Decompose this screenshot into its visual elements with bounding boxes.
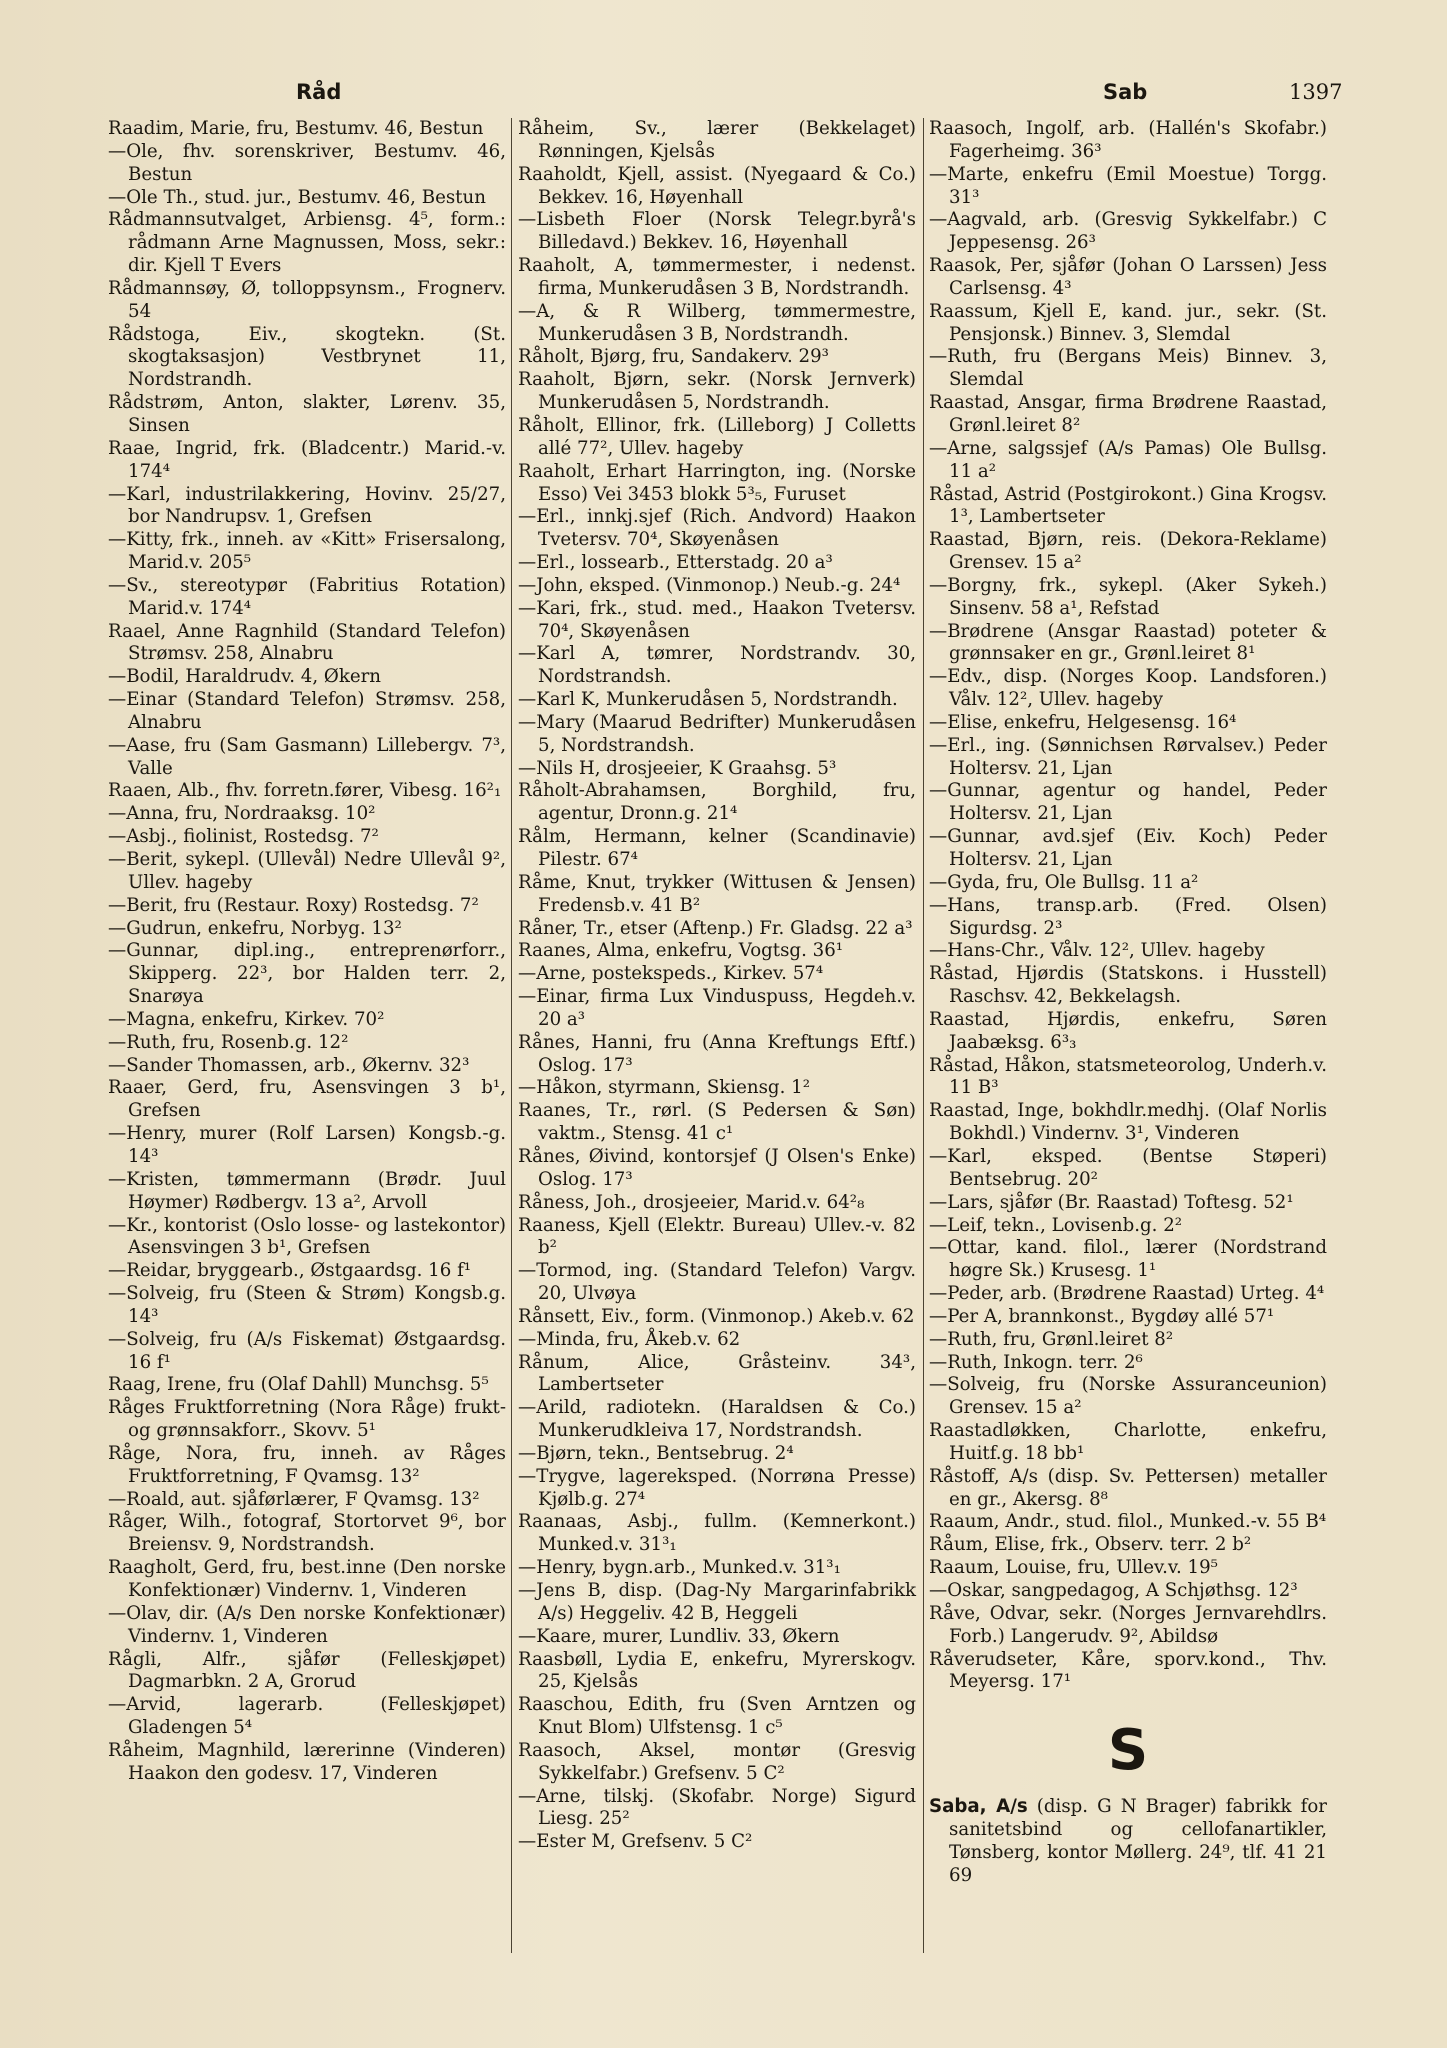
directory-entry: Raassum, Kjell E, kand. jur., sekr. (St. Pensjonsk.) Binnev. 3, Slemdal [929, 300, 1327, 345]
directory-entry: —Anna, fru, Nordraaksg. 10² [108, 803, 376, 825]
directory-entry: Raaholt, A, tømmermester, i nedenst. firma, Munkerudåsen 3 B, Nordstrandh. [518, 255, 916, 299]
directory-entry: Rånes, Hanni, fru (Anna Kreftungs Eftf.) Oslog. 17³ [518, 1031, 916, 1076]
directory-entry: —Jens B, disp. (Dag-Ny Margarinfabrikk A/s) Heggeliv. 42 B, Heggeli [518, 1580, 916, 1624]
directory-entry: Råner, Tr., etser (Aftenp.) Fr. Gladsg. 22 a³ [518, 917, 913, 939]
directory-entry: —Elise, enkefru, Helgesensg. 16⁴ [929, 711, 1237, 733]
directory-entry: Råheim, Magnhild, lærerinne (Vinderen) Haakon den godesv. 17, Vinderen [108, 1739, 506, 1784]
directory-entry: —Erl., innkj.sjef (Rich. Andvord) Haakon Tvetersv. 70⁴, Skøyenåsen [518, 506, 916, 551]
directory-entry: —Ottar, kand. filol., lærer (Nordstrand høgre Sk.) Krusesg. 1¹ [929, 1237, 1327, 1282]
directory-entry: —Karl A, tømrer, Nordstrandv. 30, Nordstrandsh. [518, 643, 916, 688]
directory-entry: Råme, Knut, trykker (Wittusen & Jensen) Fredensb.v. 41 B² [518, 871, 916, 916]
directory-entry: —Henry, murer (Rolf Larsen) Kongsb.-g. 14³ [108, 1123, 506, 1167]
directory-entry: —Berit, sykepl. (Ullevål) Nedre Ullevål 9², Ullev. hageby [108, 849, 506, 893]
section-letter: S [1107, 1718, 1149, 1784]
directory-entry: —Kari, frk., stud. med., Haakon Tvetersv. 70⁴, Skøyenåsen [518, 597, 916, 642]
directory-entry: —Ruth, fru, Grønl.leiret 8² [929, 1328, 1174, 1350]
directory-entry: Rådmannsutvalget, Arbiensg. 4⁵, form.: rådmann Arne Magnussen, Moss, sekr.: dir. Kjell T Evers [108, 209, 506, 277]
directory-entry: Råger, Wilh., fotograf, Stortorvet 9⁶, bor Breiensv. 9, Nordstrandsh. [108, 1511, 506, 1556]
directory-entry: Raaschou, Edith, fru (Sven Arntzen og Knut Blom) Ulfstensg. 1 c⁵ [518, 1694, 916, 1739]
directory-entry: Rådmannsøy, Ø, tolloppsynsm., Frognerv. 54 [108, 277, 506, 322]
directory-column-3 [929, 118, 1327, 1888]
directory-entry: Raastad, Hjørdis, enkefru, Søren Jaabæksg. 6³₃ [929, 1008, 1327, 1053]
directory-entry: —Tormod, ing. (Standard Telefon) Vargv. 20, Ulvøya [518, 1260, 916, 1305]
directory-column-1 [108, 118, 506, 1786]
directory-entry: —Hans, transp.arb. (Fred. Olsen) Sigurdsg. 2³ [929, 894, 1327, 939]
directory-entry: —Aagvald, arb. (Gresvig Sykkelfabr.) C Jeppesensg. 26³ [929, 209, 1327, 254]
directory-entry: —Roald, aut. sjåførlærer, F Qvamsg. 13² [108, 1488, 480, 1510]
directory-entry: —Arvid, lagerarb. (Felleskjøpet) Gladengen 5⁴ [108, 1694, 506, 1739]
directory-entry: Raaholdt, Kjell, assist. (Nyegaard & Co.) Bekkev. 16, Høyenhall [518, 163, 916, 208]
directory-entry: —Asbj., fiolinist, Rostedsg. 7² [108, 826, 379, 848]
directory-entry: —Gunnar, dipl.ing., entreprenørforr., Skipperg. 22³, bor Halden terr. 2, Snarøya [108, 940, 506, 1008]
directory-entry: Råness, Joh., drosjeeier, Marid.v. 64²₈ [518, 1191, 865, 1213]
directory-entry: Råum, Elise, frk., Observ. terr. 2 b² [929, 1534, 1252, 1556]
directory-entry: —Gunnar, agentur og handel, Peder Holtersv. 21, Ljan [929, 780, 1327, 825]
directory-entry: Raastad, Bjørn, reis. (Dekora-Reklame) Grensev. 15 a² [929, 529, 1327, 574]
directory-entry: —Magna, enkefru, Kirkev. 70² [108, 1008, 385, 1030]
directory-entry: Raasoch, Ingolf, arb. (Hallén's Skofabr.) Fagerheimg. 36³ [929, 118, 1327, 162]
directory-entry: —Solveig, fru (Steen & Strøm) Kongsb.g. 14³ [108, 1283, 506, 1327]
directory-entry: Raasok, Per, sjåfør (Johan O Larssen) Jess Carlsensg. 4³ [929, 255, 1327, 299]
directory-entry: —Per A, brannkonst., Bygdøy allé 57¹ [929, 1305, 1275, 1327]
directory-entry: —Gunnar, avd.sjef (Eiv. Koch) Peder Holtersv. 21, Ljan [929, 826, 1327, 870]
directory-entry: Råstoff, A/s (disp. Sv. Pettersen) metaller en gr., Akersg. 8⁸ [929, 1465, 1327, 1510]
directory-entry: Raaen, Alb., fhv. forretn.fører, Vibesg. 16²₁ [108, 780, 502, 802]
directory-entry: —Edv., disp. (Norges Koop. Landsforen.) Vålv. 12², Ullev. hageby [929, 666, 1327, 711]
directory-entry: —Kaare, murer, Lundliv. 33, Økern [518, 1625, 840, 1647]
directory-entry: Raaholt, Bjørn, sekr. (Norsk Jernverk) Munkerudåsen 5, Nordstrandh. [518, 369, 916, 414]
directory-entry: —Erl., lossearb., Etterstadg. 20 a³ [518, 552, 833, 574]
column-divider [923, 118, 924, 1953]
directory-entry: Råstad, Hjørdis (Statskons. i Husstell) Raschsv. 42, Bekkelagsh. [929, 963, 1327, 1008]
directory-entry: —Berit, fru (Restaur. Roxy) Rostedsg. 7² [108, 894, 479, 916]
directory-entry: —A, & R Wilberg, tømmermestre, Munkerudåsen 3 B, Nordstrandh. [518, 300, 916, 345]
directory-entry: —Peder, arb. (Brødrene Raastad) Urteg. 4⁴ [929, 1283, 1325, 1305]
directory-entry: —Solveig, fru (Norske Assuranceunion) Grensev. 15 a² [929, 1374, 1327, 1419]
directory-entry: —Ole, fhv. sorenskriver, Bestumv. 46, Bestun [108, 140, 506, 185]
directory-entry: —Bodil, Haraldrudv. 4, Økern [108, 666, 382, 688]
directory-entry: —Marte, enkefru (Emil Moestue) Torgg. 31³ [929, 163, 1327, 208]
directory-column-2 [518, 118, 916, 1854]
directory-entry: Råholt, Ellinor, frk. (Lilleborg) J Colletts allé 77², Ullev. hageby [518, 414, 916, 459]
directory-entry: —Henry, bygn.arb., Munked.v. 31³₁ [518, 1557, 841, 1579]
directory-entry: —Leif, tekn., Lovisenb.g. 2² [929, 1214, 1183, 1236]
directory-entry: —Kitty, frk., inneh. av «Kitt» Frisersalong, Marid.v. 205⁵ [108, 529, 506, 574]
directory-entry: —Erl., ing. (Sønnichsen Rørvalsev.) Peder Holtersv. 21, Ljan [929, 734, 1327, 779]
directory-entry: Rågli, Alfr., sjåfør (Felleskjøpet) Dagmarbkn. 2 A, Grorud [108, 1648, 506, 1693]
directory-entry: —Lisbeth Floer (Norsk Telegr.byrå's Billedavd.) Bekkev. 16, Høyenhall [518, 209, 916, 254]
directory-entry: Råge, Nora, fru, inneh. av Råges Fruktforretning, F Qvamsg. 13² [108, 1442, 506, 1487]
directory-entry: —Ruth, Inkogn. terr. 2⁶ [929, 1351, 1143, 1373]
directory-entry: Rånsett, Eiv., form. (Vinmonop.) Akeb.v. 62 [518, 1305, 915, 1327]
directory-entry: Rålm, Hermann, kelner (Scandinavie) Pilestr. 67⁴ [518, 826, 916, 870]
page-number: 1397 [1289, 80, 1343, 104]
directory-entry: Raaer, Gerd, fru, Asensvingen 3 b¹, Grefsen [108, 1077, 506, 1122]
directory-entry: —Nils H, drosjeeier, K Graahsg. 5³ [518, 757, 837, 779]
directory-entry: Råverudseter, Kåre, sporv.kond., Thv. Meyersg. 17¹ [929, 1648, 1327, 1693]
directory-entry: Raanaas, Asbj., fullm. (Kemnerkont.) Munked.v. 31³₁ [518, 1511, 916, 1556]
directory-entry: —Arne, salgssjef (A/s Pamas) Ole Bullsg. 11 a² [929, 437, 1327, 482]
running-head-right: Sab [1103, 80, 1148, 104]
directory-entry: —Karl, industrilakkering, Hovinv. 25/27, bor Nandrupsv. 1, Grefsen [108, 483, 506, 528]
directory-entry: —Gudrun, enkefru, Norbyg. 13² [108, 917, 402, 939]
directory-entry: Raasbøll, Lydia E, enkefru, Myrerskogv. 25, Kjelsås [518, 1648, 916, 1693]
directory-entry: —Gyda, fru, Ole Bullsg. 11 a² [929, 871, 1199, 893]
directory-entry: —Kr., kontorist (Oslo losse- og lastekontor) Asensvingen 3 b¹, Grefsen [108, 1214, 506, 1259]
directory-entry: Råholt-Abrahamsen, Borghild, fru, agentur, Dronn.g. 21⁴ [518, 780, 916, 825]
directory-entry: Raasoch, Aksel, montør (Gresvig Sykkelfabr.) Grefsenv. 5 C² [518, 1739, 916, 1784]
directory-entry: —Ester M, Grefsenv. 5 C² [518, 1831, 753, 1853]
directory-entry: —Hans-Chr., Vålv. 12², Ullev. hageby [929, 940, 1265, 962]
directory-entry: Raaum, Louise, fru, Ullev.v. 19⁵ [929, 1557, 1218, 1579]
running-head-left: Råd [296, 80, 342, 104]
directory-entry: —Olav, dir. (A/s Den norske Konfektionær) Vindernv. 1, Vinderen [108, 1602, 506, 1647]
directory-entry: —Mary (Maarud Bedrifter) Munkerudåsen 5, Nordstrandsh. [518, 711, 916, 756]
directory-entry: —Sv., stereotypør (Fabritius Rotation) Marid.v. 174⁴ [108, 574, 506, 619]
directory-entry: Råholt, Bjørg, fru, Sandakerv. 29³ [518, 346, 829, 368]
directory-entry: —Einar (Standard Telefon) Strømsv. 258, Alnabru [108, 689, 506, 733]
directory-entry: —John, eksped. (Vinmonop.) Neub.-g. 24⁴ [518, 574, 901, 596]
directory-entry: Raag, Irene, fru (Olaf Dahll) Munchsg. 5⁵ [108, 1374, 489, 1396]
directory-entry: Rånum, Alice, Gråsteinv. 34³, Lambertseter [518, 1351, 916, 1396]
directory-entry: Raagholt, Gerd, fru, best.inne (Den norske Konfektionær) Vindernv. 1, Vinderen [108, 1557, 506, 1601]
saba-entry-lead: Saba, A/s [929, 1796, 1028, 1818]
directory-entry: —Lars, sjåfør (Br. Raastad) Toftesg. 52¹ [929, 1191, 1294, 1213]
directory-entry: Råve, Odvar, sekr. (Norges Jernvarehdlrs. Forb.) Langerudv. 9², Abildsø [929, 1602, 1327, 1647]
directory-entry: Råheim, Sv., lærer (Bekkelaget) Rønningen, Kjelsås [518, 118, 916, 162]
directory-entry: Råstad, Håkon, statsmeteorolog, Underh.v. 11 B³ [929, 1054, 1327, 1099]
directory-entry: Raaum, Andr., stud. filol., Munked.-v. 55 B⁴ [929, 1511, 1327, 1533]
directory-entry: —Kristen, tømmermann (Brødr. Juul Høymer) Rødbergv. 13 a², Arvoll [108, 1168, 506, 1213]
directory-entry: —Arne, tilskj. (Skofabr. Norge) Sigurd Liesg. 25² [518, 1785, 916, 1830]
directory-entry: Rånes, Øivind, kontorsjef (J Olsen's Enke) Oslog. 17³ [518, 1145, 916, 1190]
directory-entry: —Ruth, fru (Bergans Meis) Binnev. 3, Slemdal [929, 346, 1327, 391]
directory-entry: Rådstoga, Eiv., skogtekn. (St. skogtaksasjon) Vestbrynet 11, Nordstrandh. [108, 323, 506, 391]
directory-entry: —Ole Th., stud. jur., Bestumv. 46, Bestun [108, 186, 486, 208]
directory-entry: —Minda, fru, Åkeb.v. 62 [518, 1328, 741, 1350]
directory-entry: —Bjørn, tekn., Bentsebrug. 2⁴ [518, 1442, 794, 1464]
directory-entry: Raastadløkken, Charlotte, enkefru, Huitf.g. 18 bb¹ [929, 1420, 1327, 1464]
directory-entry: —Arild, radiotekn. (Haraldsen & Co.) Munkerudkleiva 17, Nordstrandsh. [518, 1397, 916, 1442]
directory-entry: Raastad, Ansgar, firma Brødrene Raastad, Grønl.leiret 8² [929, 392, 1327, 436]
directory-entry: —Håkon, styrmann, Skiensg. 1² [518, 1077, 811, 1099]
directory-entry: —Karl K, Munkerudåsen 5, Nordstrandh. [518, 689, 898, 711]
directory-entry: —Einar, firma Lux Vinduspuss, Hegdeh.v. 20 a³ [518, 986, 916, 1030]
directory-entry: —Reidar, bryggearb., Østgaardsg. 16 f¹ [108, 1260, 472, 1282]
directory-entry: Råstad, Astrid (Postgirokont.) Gina Krogsv. 1³, Lambertseter [929, 483, 1327, 528]
saba-entry: Saba, A/s (disp. G N Brager) fabrikk for sanitetsbind og cellofanartikler, Tønsberg, kontor Møllerg. 24⁹, tlf. 41 21 69 [929, 1796, 1327, 1886]
directory-entry: —Karl, eksped. (Bentse Støperi) Bentsebrug. 20² [929, 1145, 1327, 1190]
directory-entry: Raanes, Alma, enkefru, Vogtsg. 36¹ [518, 940, 844, 962]
directory-entry: Raanes, Tr., rørl. (S Pedersen & Søn) vaktm., Stensg. 41 c¹ [518, 1100, 916, 1145]
directory-entry: —Solveig, fru (A/s Fiskemat) Østgaardsg. 16 f¹ [108, 1328, 506, 1373]
directory-entry: —Aase, fru (Sam Gasmann) Lillebergv. 7³, Valle [108, 734, 506, 779]
directory-entry: Raaness, Kjell (Elektr. Bureau) Ullev.-v. 82 b² [518, 1214, 916, 1259]
directory-entry: Råges Fruktforretning (Nora Råge) frukt- og grønnsakforr., Skovv. 5¹ [108, 1397, 506, 1442]
directory-entry: —Brødrene (Ansgar Raastad) poteter & grønnsaker en gr., Grønl.leiret 8¹ [929, 620, 1327, 665]
directory-entry: —Sander Thomassen, arb., Økernv. 32³ [108, 1054, 470, 1076]
directory-entry: —Arne, postekspeds., Kirkev. 57⁴ [518, 963, 824, 985]
directory-entry: Raaholt, Erhart Harrington, ing. (Norske Esso) Vei 3453 blokk 5³₅, Furuset [518, 460, 916, 505]
directory-entry: —Ruth, fru, Rosenb.g. 12² [108, 1031, 349, 1053]
column-divider [511, 118, 512, 1953]
directory-entry: Raadim, Marie, fru, Bestumv. 46, Bestun [108, 118, 484, 139]
directory-entry: —Trygve, lagereksped. (Norrøna Presse) Kjølb.g. 27⁴ [518, 1465, 916, 1510]
directory-entry: Raae, Ingrid, frk. (Bladcentr.) Marid.-v. 174⁴ [108, 437, 506, 482]
directory-entry: —Borgny, frk., sykepl. (Aker Sykeh.) Sinsenv. 58 a¹, Refstad [929, 574, 1327, 619]
directory-entry: Rådstrøm, Anton, slakter, Lørenv. 35, Sinsen [108, 392, 506, 436]
directory-entry: —Oskar, sangpedagog, A Schjøthsg. 12³ [929, 1580, 1298, 1601]
directory-entry: Raastad, Inge, bokhdlr.medhj. (Olaf Norlis Bokhdl.) Vindernv. 3¹, Vinderen [929, 1100, 1327, 1145]
directory-entry: Raael, Anne Ragnhild (Standard Telefon) Strømsv. 258, Alnabru [108, 620, 506, 665]
